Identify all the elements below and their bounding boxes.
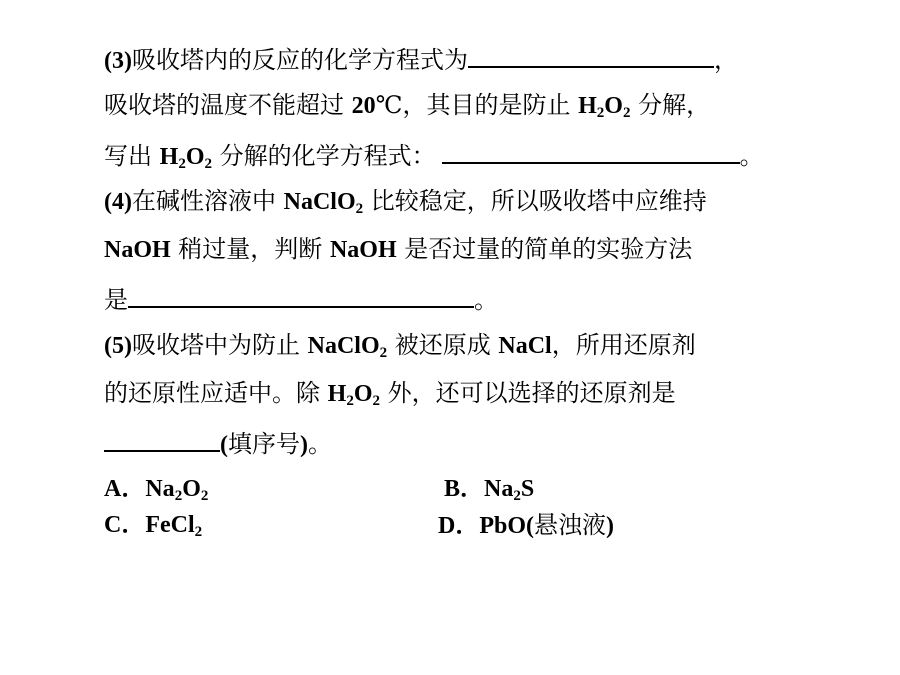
q4-line1	[104, 186, 707, 217]
q5-l1-text-a: 吸收塔中为防止	[131, 331, 308, 359]
q5-l1-text-c: ，所用还原剂	[551, 331, 696, 359]
option-b[interactable]: B．$Na_2S$	[444, 476, 535, 504]
q5-line3	[104, 426, 332, 460]
formula-h2o2: $H_2O_2$	[578, 93, 631, 121]
q5-paren-open: (	[220, 432, 228, 458]
q3-l3-end: 。	[739, 142, 764, 170]
q3-temperature: 20	[351, 93, 376, 119]
formula-h2o2: $H_2O_2$	[159, 144, 212, 172]
q4-number: (4)	[104, 189, 132, 215]
option-c[interactable]: C．FeCl$_2$	[104, 512, 203, 540]
q3-l2-text-c: 分解，	[630, 91, 711, 119]
q3-l2-text-b: ℃，其目的是防止	[375, 91, 579, 119]
formula-naoh: NaOH	[329, 237, 397, 263]
q5-l2-text-a: 的还原性应适中。除	[104, 379, 328, 407]
option-a[interactable]: A．$Na_2O_2$	[104, 476, 209, 504]
q3-l3-text-a: 写出	[104, 142, 160, 170]
q3-answer-blank-1[interactable]	[468, 42, 714, 68]
q5-l3-text: 填序号	[228, 430, 300, 458]
option-d[interactable]: D．PbO(悬浊液)	[438, 511, 615, 539]
q4-line3	[104, 282, 498, 315]
q4-l2-text-b: 是否过量的简单的实验方法	[396, 235, 693, 263]
formula-naclo2: NaClO$_2$	[307, 333, 388, 361]
formula-nacl: NaCl	[498, 333, 552, 359]
q4-l1-text-b: 比较稳定，所以吸收塔中应维持	[363, 187, 707, 215]
q5-l1-text-b: 被还原成	[387, 331, 499, 359]
formula-h2o2: $H_2O_2$	[327, 381, 380, 409]
q3-line2	[104, 90, 710, 121]
q3-line1	[104, 42, 738, 76]
q5-number: (5)	[104, 333, 132, 359]
q4-l3-end: 。	[474, 286, 498, 314]
q3-l2-text-a: 吸收塔的温度不能超过	[104, 91, 352, 119]
q4-l3-text-a: 是	[104, 286, 128, 314]
formula-naclo2: NaClO$_2$	[283, 189, 364, 217]
q3-l1-end: ，	[713, 46, 738, 74]
q4-answer-blank[interactable]	[128, 282, 474, 308]
q5-paren-close: )	[300, 432, 308, 458]
q5-l2-text-b: 外，还可以选择的还原剂是	[379, 379, 676, 407]
q4-l2-text-a: 稍过量，判断	[170, 235, 330, 263]
q5-answer-blank[interactable]	[104, 426, 220, 452]
q5-l3-end: 。	[308, 430, 332, 458]
q4-l1-text-a: 在碱性溶液中	[131, 187, 284, 215]
q5-line2	[104, 378, 676, 409]
q3-answer-blank-2[interactable]	[442, 138, 740, 164]
q3-l1-text: 吸收塔内的反应的化学方程式为	[131, 46, 468, 74]
q5-line1	[104, 330, 696, 361]
formula-naoh: NaOH	[104, 237, 171, 263]
q4-line2	[104, 234, 692, 265]
q3-l3-text-b: 分解的化学方程式：	[211, 142, 436, 170]
q3-line3	[104, 138, 764, 172]
q3-number: (3)	[104, 48, 132, 74]
